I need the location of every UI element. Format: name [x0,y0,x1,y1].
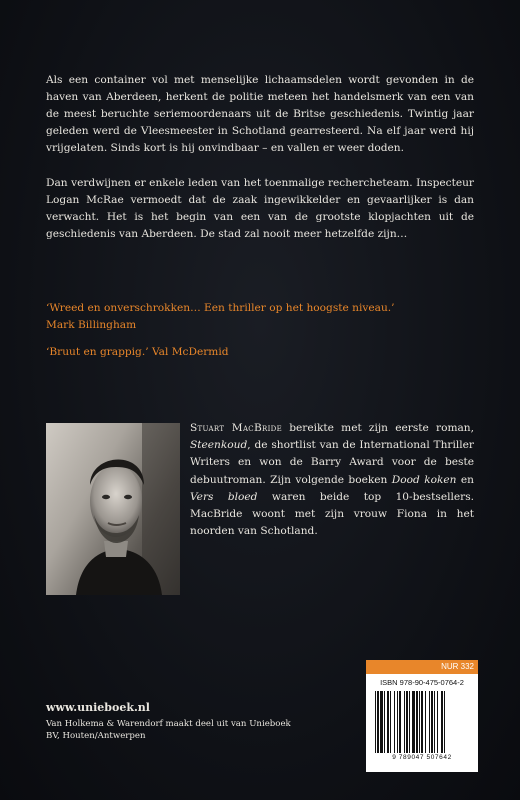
barcode-bar [380,691,383,753]
barcode-bar [434,691,435,753]
barcode-bar [437,691,438,753]
nur-label: NUR 332 [366,660,478,674]
barcode-bar [399,691,401,753]
bio-text-2: , de shortlist van de International Thriller Writers en won de Barry Award voor de beste debuutroman. Zijn volgende boeken [190,439,474,486]
barcode-bar [384,691,385,753]
barcode-bar [412,691,415,753]
barcode-bar [404,691,405,753]
review-quote-2-author: Val McDermid [151,346,229,358]
author-bio [190,420,474,540]
barcode-bar [406,691,408,753]
publisher-website: www.unieboek.nl [46,701,150,714]
barcode-bar [431,691,433,753]
review-quote-1-author: Mark Billingham [46,319,137,331]
author-name: Stuart MacBride [190,422,282,434]
isbn-label: ISBN 978-90-475-0764-2 [380,678,464,687]
barcode-bar [441,691,443,753]
barcode-box [366,660,478,772]
publisher-line: Van Holkema & Warendorf maakt deel uit van Unieboek BV, Houten/Antwerpen [46,719,291,741]
review-quote-2-text: ‘Bruut en grappig.’ [46,346,149,358]
barcode-bar [416,691,418,753]
bio-text-3: en [456,473,474,486]
barcode-digits: 9 789047 507642 [392,754,452,761]
bio-book-3: Vers bloed [190,490,258,503]
barcode-bar [375,691,376,753]
barcode-bar [390,691,391,753]
barcode-bars-icon [373,691,471,753]
bio-book-1: Steenkoud [190,439,248,452]
author-photo [46,423,180,595]
barcode-bar [421,691,423,753]
barcode-bar [387,691,389,753]
review-quote-2 [46,344,474,361]
bio-text-4: waren beide top 10-bestsellers. MacBride woont met zijn vrouw Fiona in het noorden van Schotland. [190,490,474,538]
barcode-bar [419,691,420,753]
blurb-paragraph-2: Dan verdwijnen er enkele leden van het toenmalige rechercheteam. Inspecteur Logan McRae vermoedt dat de zaak ingewikkelder en gevaarlijker is dan verwacht. Het is het begin van een van de grootste klopjachten uit de geschiedenis van Aberdeen. De stad zal nooit meer hetzelfde zijn… [46,177,474,240]
review-quote-1 [46,300,474,334]
barcode-bar [425,691,426,753]
barcode-bar [409,691,410,753]
barcode-bar [394,691,395,753]
review-quote-1-text: ‘Wreed en onverschrokken… Een thriller op het hoogste niveau.’ [46,302,395,314]
barcode-bar [397,691,398,753]
blurb-paragraph-1: Als een container vol met menselijke lichaamsdelen wordt gevonden in de haven van Aberdeen, herkent de politie meteen het handelsmerk van een van de meest beruchte seriemoordenaars uit de Britse geschiedenis. Twintig jaar geleden werd de Vleesmeester in Schotland gearresteerd. Na elf jaar werd hij vrijgelaten. Sinds kort is hij onvindbaar – en vallen er weer doden. [46,74,474,154]
bio-text-1: bereikte met zijn eerste roman, [282,422,474,434]
barcode-bar [377,691,379,753]
bio-book-2: Dood koken [391,473,457,486]
barcode-bar [429,691,430,753]
barcode-bar [444,691,445,753]
author-portrait-icon [46,423,180,595]
